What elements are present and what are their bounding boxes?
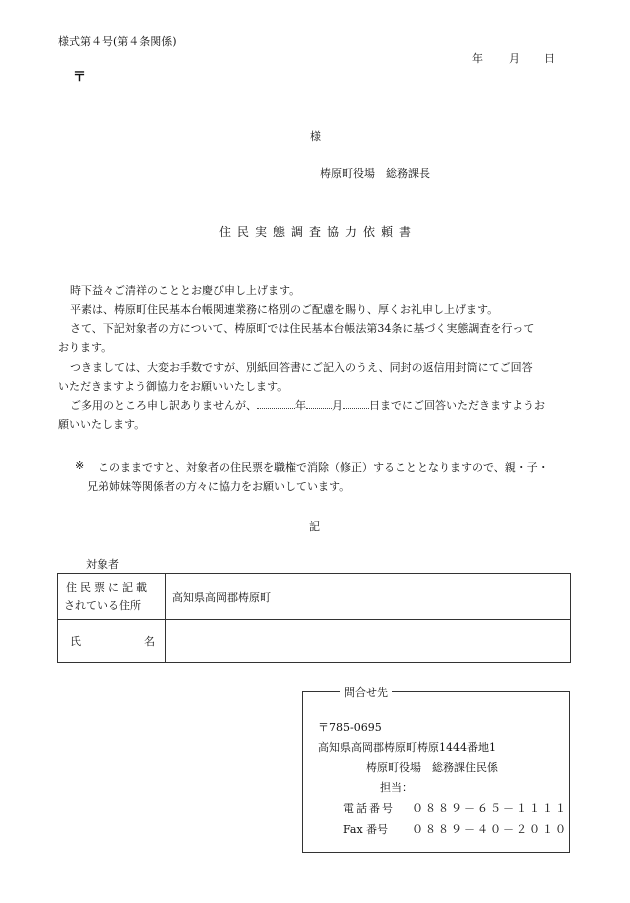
- tel-number: ０８８９－６５－１１１１: [412, 802, 568, 815]
- body-line-5b: 願いいたします。: [58, 418, 146, 431]
- name-label-1: 氏: [70, 635, 81, 648]
- recipient-suffix: 様: [310, 130, 321, 143]
- body-line-3b: おります。: [58, 341, 113, 354]
- deadline-month: 月: [332, 399, 343, 412]
- name-row: [58, 620, 571, 663]
- fax-label: Fax 番号: [343, 823, 389, 836]
- body-line-2: 平素は、梼原町住民基本台帳関連業務に格別のご配慮を賜り、厚くお礼申し上げます。: [70, 303, 499, 316]
- body-line-4a: つきましては、大変お手数ですが、別紙回答書にご記入のうえ、同封の返信用封筒にてご回答: [70, 361, 533, 374]
- contact-address: 高知県高岡郡梼原町梼原1444番地1: [318, 741, 496, 754]
- note-line-2: 兄弟姉妹等関係者の方々に協力をお願いしています。: [87, 480, 351, 493]
- contact-postal: 〒785-0695: [318, 721, 382, 734]
- address-label-2: されている住所: [64, 598, 141, 612]
- address-row: [58, 574, 571, 620]
- note-mark: ※: [75, 459, 85, 472]
- name-value[interactable]: [166, 620, 571, 663]
- deadline-day: 日: [369, 399, 380, 412]
- deadline-month-blank[interactable]: [306, 408, 332, 409]
- fax-number: ０８８９－４０－２０１０: [412, 823, 568, 836]
- tel-label: 電話番号: [343, 802, 395, 815]
- note-line-1: このままですと、対象者の住民票を職権で消除（修正）することとなりますので、親・子・: [98, 461, 549, 474]
- name-label-cell: [58, 620, 166, 663]
- date-day: 日: [544, 52, 555, 65]
- date-month: 月: [509, 52, 520, 65]
- document-title: 住民実態調査協力依頼書: [219, 225, 418, 239]
- address-label-cell: [58, 574, 166, 620]
- target-table: [57, 573, 571, 663]
- form-label: 様式第４号(第４条関係): [58, 35, 177, 48]
- address-value[interactable]: 高知県高岡郡梼原町: [166, 574, 571, 620]
- deadline-suffix: までにご回答いただきますようお: [380, 399, 545, 412]
- contact-person: 担当：: [380, 781, 413, 794]
- postal-mark: 〒: [73, 70, 87, 85]
- contact-office: 梼原町役場 総務課住民係: [366, 761, 498, 774]
- deadline-year: 年: [295, 399, 306, 412]
- body-line-5a: [58, 399, 586, 413]
- address-label-1: 住民票に記載: [66, 580, 150, 594]
- deadline-day-blank[interactable]: [343, 408, 369, 409]
- sender: 梼原町役場 総務課長: [320, 167, 430, 180]
- name-label-2: 名: [144, 635, 155, 648]
- contact-title: 問合せ先: [340, 684, 392, 700]
- deadline-year-blank[interactable]: [257, 408, 295, 409]
- date-year: 年: [472, 52, 483, 65]
- ki-heading: 記: [309, 520, 320, 533]
- body-line-1: 時下益々ご清祥のこととお慶び申し上げます。: [70, 284, 301, 297]
- target-label: 対象者: [86, 558, 119, 571]
- deadline-prefix: ご多用のところ申し訳ありませんが、: [70, 399, 257, 412]
- body-line-3a: さて、下記対象者の方について、梼原町では住民基本台帳法第34条に基づく実態調査を行って: [70, 322, 535, 335]
- body-line-4b: いただきますよう御協力をお願いいたします。: [58, 380, 289, 393]
